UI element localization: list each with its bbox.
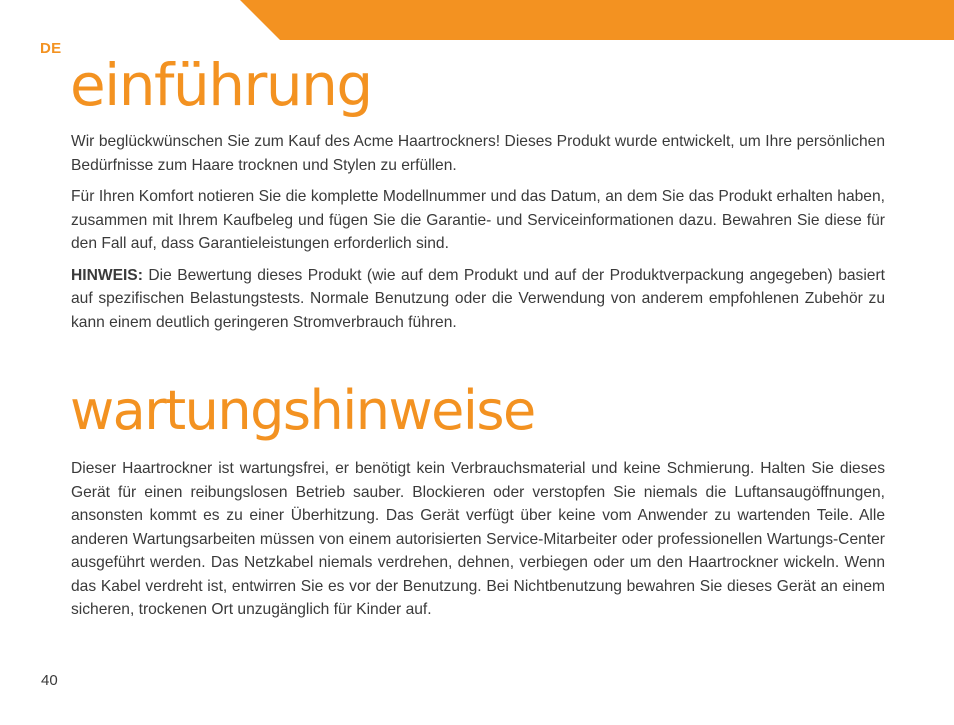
- maintenance-paragraph-1: Dieser Haartrockner ist wartungsfrei, er benötigt kein Verbrauchsmaterial und keine Schmierung. Halten Sie dieses Gerät für einen reibungslosen Betrieb sauber. Blockieren oder verstopfen Sie niemals die Luftansaugöffnungen, ansonsten kommt es zu einer Überhitzung. Das Gerät verfügt über keine vom Anwender zu wartenden Teile. Alle anderen Wartungsarbeiten müssen von einem autorisierten Service-Mitarbeiter oder professionellen Wartungs-Center ausgeführt werden. Das Netzkabel niemals verdrehen, dehnen, verbiegen oder um den Haartrockner wickeln. Wenn das Kabel verdreht ist, entwirren Sie es vor der Benutzung. Bei Nichtbenutzung bewahren Sie dieses Gerät an einem sicheren, trockenen Ort unzugänglich für Kinder auf.: [71, 460, 885, 618]
- page-number: 40: [41, 672, 58, 689]
- orange-header-band-shape: [240, 0, 954, 40]
- maintenance-body: [71, 457, 885, 630]
- note-text: Die Bewertung dieses Produkt (wie auf dem Produkt und auf der Produktverpackung angegeben) basiert auf spezifischen Belastungstests. Normale Benutzung oder die Verwendung von anderem empfohlenen Zubehör zu kann einem deutlich geringeren Stromverbrauch führen.: [71, 266, 885, 331]
- orange-header-band: [0, 0, 954, 40]
- section-title-maintenance: wartungshinweise: [70, 379, 535, 442]
- introduction-paragraph-2: Für Ihren Komfort notieren Sie die komplette Modellnummer und das Datum, an dem Sie das Produkt erhalten haben, zusammen mit Ihrem Kaufbeleg und fügen Sie die Garantie- und Serviceinformationen dazu. Bewahren Sie diese für den Fall auf, dass Garantieleistungen erforderlich sind.: [71, 188, 885, 252]
- language-tag: DE: [40, 40, 62, 57]
- introduction-paragraph-1: Wir beglückwünschen Sie zum Kauf des Acme Haartrockners! Dieses Produkt wurde entwickelt, um Ihre persönlichen Bedürfnisse zum Haare trocknen und Stylen zu erfüllen.: [71, 133, 885, 174]
- introduction-body: [71, 130, 885, 342]
- note-paragraph: [71, 264, 885, 335]
- note-label: HINWEIS:: [71, 266, 143, 284]
- section-title-introduction: einführung: [70, 51, 372, 119]
